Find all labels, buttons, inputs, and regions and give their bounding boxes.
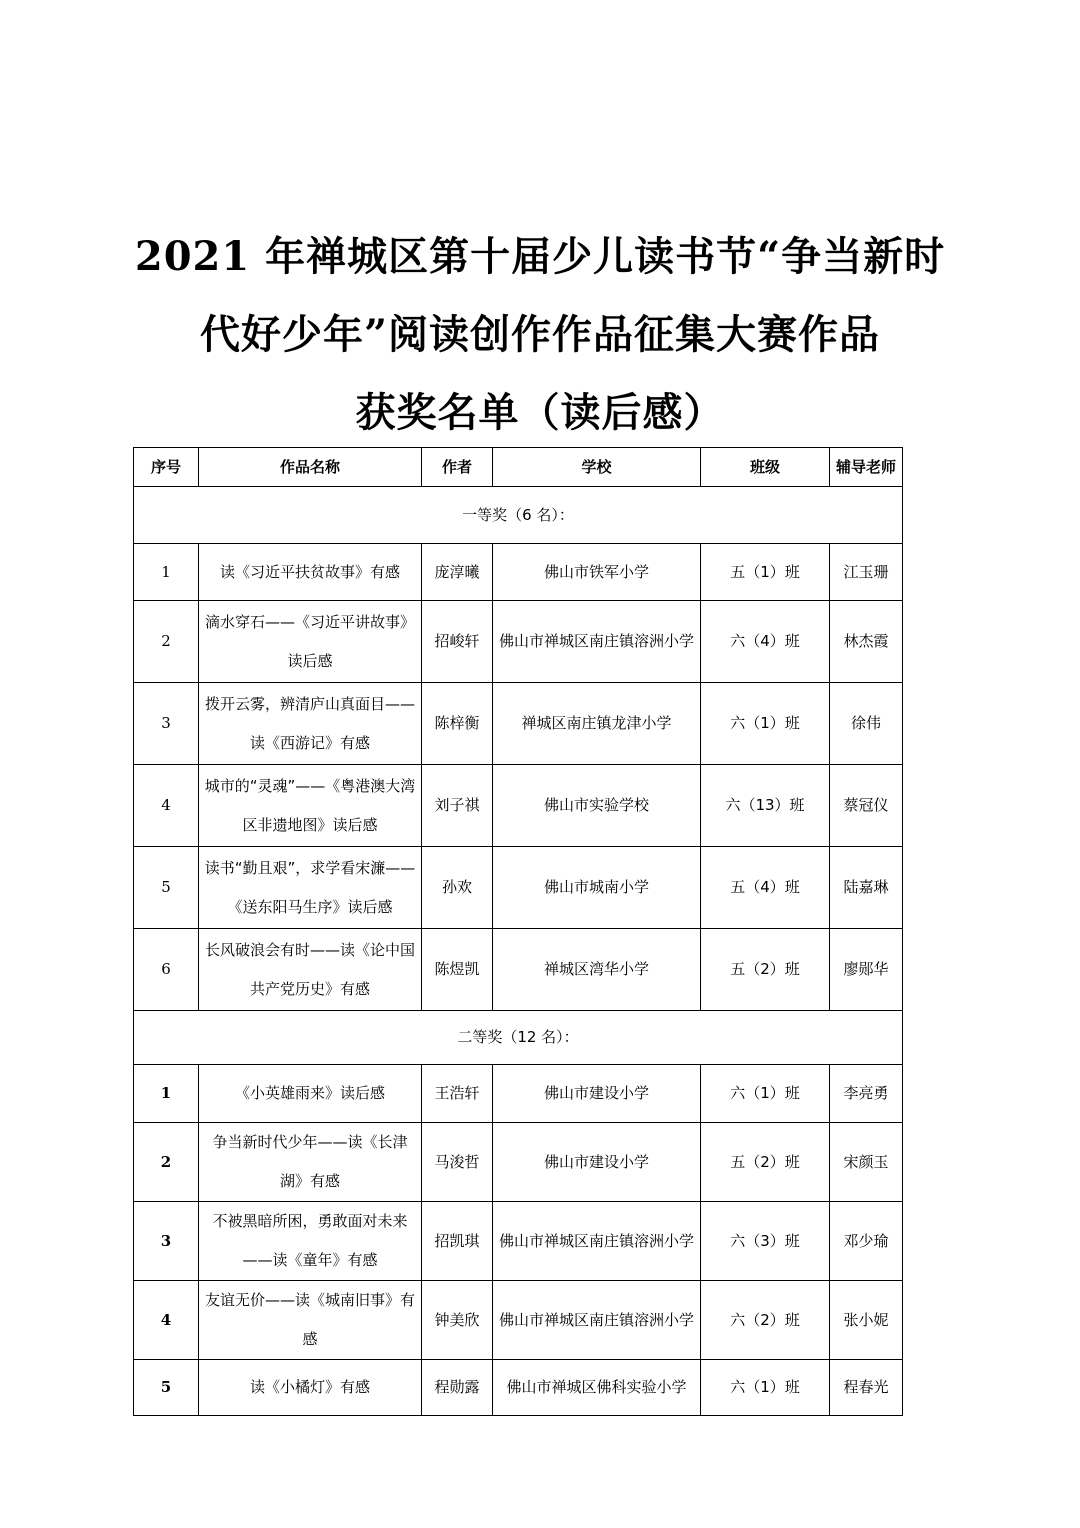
table-row [134,1360,903,1416]
table-row [134,544,903,601]
cell-teacher: 廖郧华 [830,929,903,1011]
cell-author: 孙欢 [422,847,493,929]
cell-index: 1 [134,1065,199,1123]
cell-title: 《小英雄雨来》读后感 [199,1065,422,1123]
cell-school: 佛山市建设小学 [493,1065,701,1123]
table-header-row [134,448,903,487]
cell-class: 五（4）班 [701,847,830,929]
cell-author: 陈煜凯 [422,929,493,1011]
table-row [134,1281,903,1360]
title-line-3: 获奖名单（读后感） [355,389,725,436]
cell-author: 程勋露 [422,1360,493,1416]
cell-class: 六（1）班 [701,683,830,765]
cell-index: 3 [134,683,199,765]
awards-table [133,447,903,1416]
header-index: 序号 [134,448,199,487]
cell-title: 读书“勤且艰”，求学看宋濂——《送东阳马生序》读后感 [199,847,422,929]
section-label: 二等奖（12 名）： [134,1011,903,1065]
cell-index: 5 [134,1360,199,1416]
section-label: 一等奖（6 名）： [134,487,903,544]
title-line-2: 代好少年”阅读创作作品征集大赛作品 [199,311,880,358]
cell-teacher: 邓少瑜 [830,1202,903,1281]
cell-index: 2 [134,601,199,683]
cell-title: 滴水穿石——《习近平讲故事》读后感 [199,601,422,683]
cell-teacher: 徐伟 [830,683,903,765]
cell-school: 佛山市禅城区南庄镇溶洲小学 [493,1202,701,1281]
table-row [134,847,903,929]
cell-author: 庞淳曦 [422,544,493,601]
cell-class: 六（3）班 [701,1202,830,1281]
table-row [134,683,903,765]
section-row [134,1011,903,1065]
table-row [134,929,903,1011]
cell-class: 六（2）班 [701,1281,830,1360]
cell-title: 不被黑暗所困，勇敢面对未来——读《童年》有感 [199,1202,422,1281]
table-row [134,1065,903,1123]
title-line-1: 2021 年禅城区第十届少儿读书节“争当新时 [134,233,946,280]
cell-index: 4 [134,765,199,847]
header-author: 作者 [422,448,493,487]
cell-teacher: 宋颜玉 [830,1123,903,1202]
cell-class: 五（2）班 [701,1123,830,1202]
cell-school: 佛山市铁军小学 [493,544,701,601]
cell-index: 5 [134,847,199,929]
header-teacher: 辅导老师 [830,448,903,487]
cell-title: 拨开云雾，辨清庐山真面目——读《西游记》有感 [199,683,422,765]
cell-author: 招峻轩 [422,601,493,683]
cell-school: 佛山市禅城区南庄镇溶洲小学 [493,601,701,683]
cell-class: 六（1）班 [701,1360,830,1416]
cell-school: 佛山市建设小学 [493,1123,701,1202]
cell-author: 招凯琪 [422,1202,493,1281]
cell-teacher: 江玉珊 [830,544,903,601]
cell-class: 六（13）班 [701,765,830,847]
cell-teacher: 张小妮 [830,1281,903,1360]
cell-title: 读《小橘灯》有感 [199,1360,422,1416]
section-row [134,487,903,544]
cell-school: 禅城区南庄镇龙津小学 [493,683,701,765]
cell-title: 长风破浪会有时——读《论中国共产党历史》有感 [199,929,422,1011]
document-title [0,218,1080,452]
cell-index: 3 [134,1202,199,1281]
cell-author: 陈梓衡 [422,683,493,765]
cell-author: 钟美欣 [422,1281,493,1360]
cell-school: 佛山市城南小学 [493,847,701,929]
cell-teacher: 陆嘉琳 [830,847,903,929]
cell-title: 城市的“灵魂”——《粤港澳大湾区非遗地图》读后感 [199,765,422,847]
cell-author: 刘子祺 [422,765,493,847]
cell-school: 佛山市禅城区佛科实验小学 [493,1360,701,1416]
cell-title: 友谊无价——读《城南旧事》有感 [199,1281,422,1360]
header-school: 学校 [493,448,701,487]
cell-teacher: 程春光 [830,1360,903,1416]
cell-teacher: 蔡冠仪 [830,765,903,847]
header-title: 作品名称 [199,448,422,487]
cell-school: 佛山市实验学校 [493,765,701,847]
cell-class: 六（4）班 [701,601,830,683]
cell-teacher: 林杰霞 [830,601,903,683]
cell-author: 王浩轩 [422,1065,493,1123]
cell-teacher: 李亮勇 [830,1065,903,1123]
table-row [134,765,903,847]
table-row [134,1202,903,1281]
cell-school: 禅城区湾华小学 [493,929,701,1011]
cell-index: 1 [134,544,199,601]
cell-index: 6 [134,929,199,1011]
cell-index: 4 [134,1281,199,1360]
table-row [134,601,903,683]
cell-index: 2 [134,1123,199,1202]
cell-school: 佛山市禅城区南庄镇溶洲小学 [493,1281,701,1360]
cell-title: 读《习近平扶贫故事》有感 [199,544,422,601]
cell-title: 争当新时代少年——读《长津湖》有感 [199,1123,422,1202]
cell-class: 五（2）班 [701,929,830,1011]
cell-class: 六（1）班 [701,1065,830,1123]
header-class: 班级 [701,448,830,487]
cell-class: 五（1）班 [701,544,830,601]
cell-author: 马浚哲 [422,1123,493,1202]
table-row [134,1123,903,1202]
